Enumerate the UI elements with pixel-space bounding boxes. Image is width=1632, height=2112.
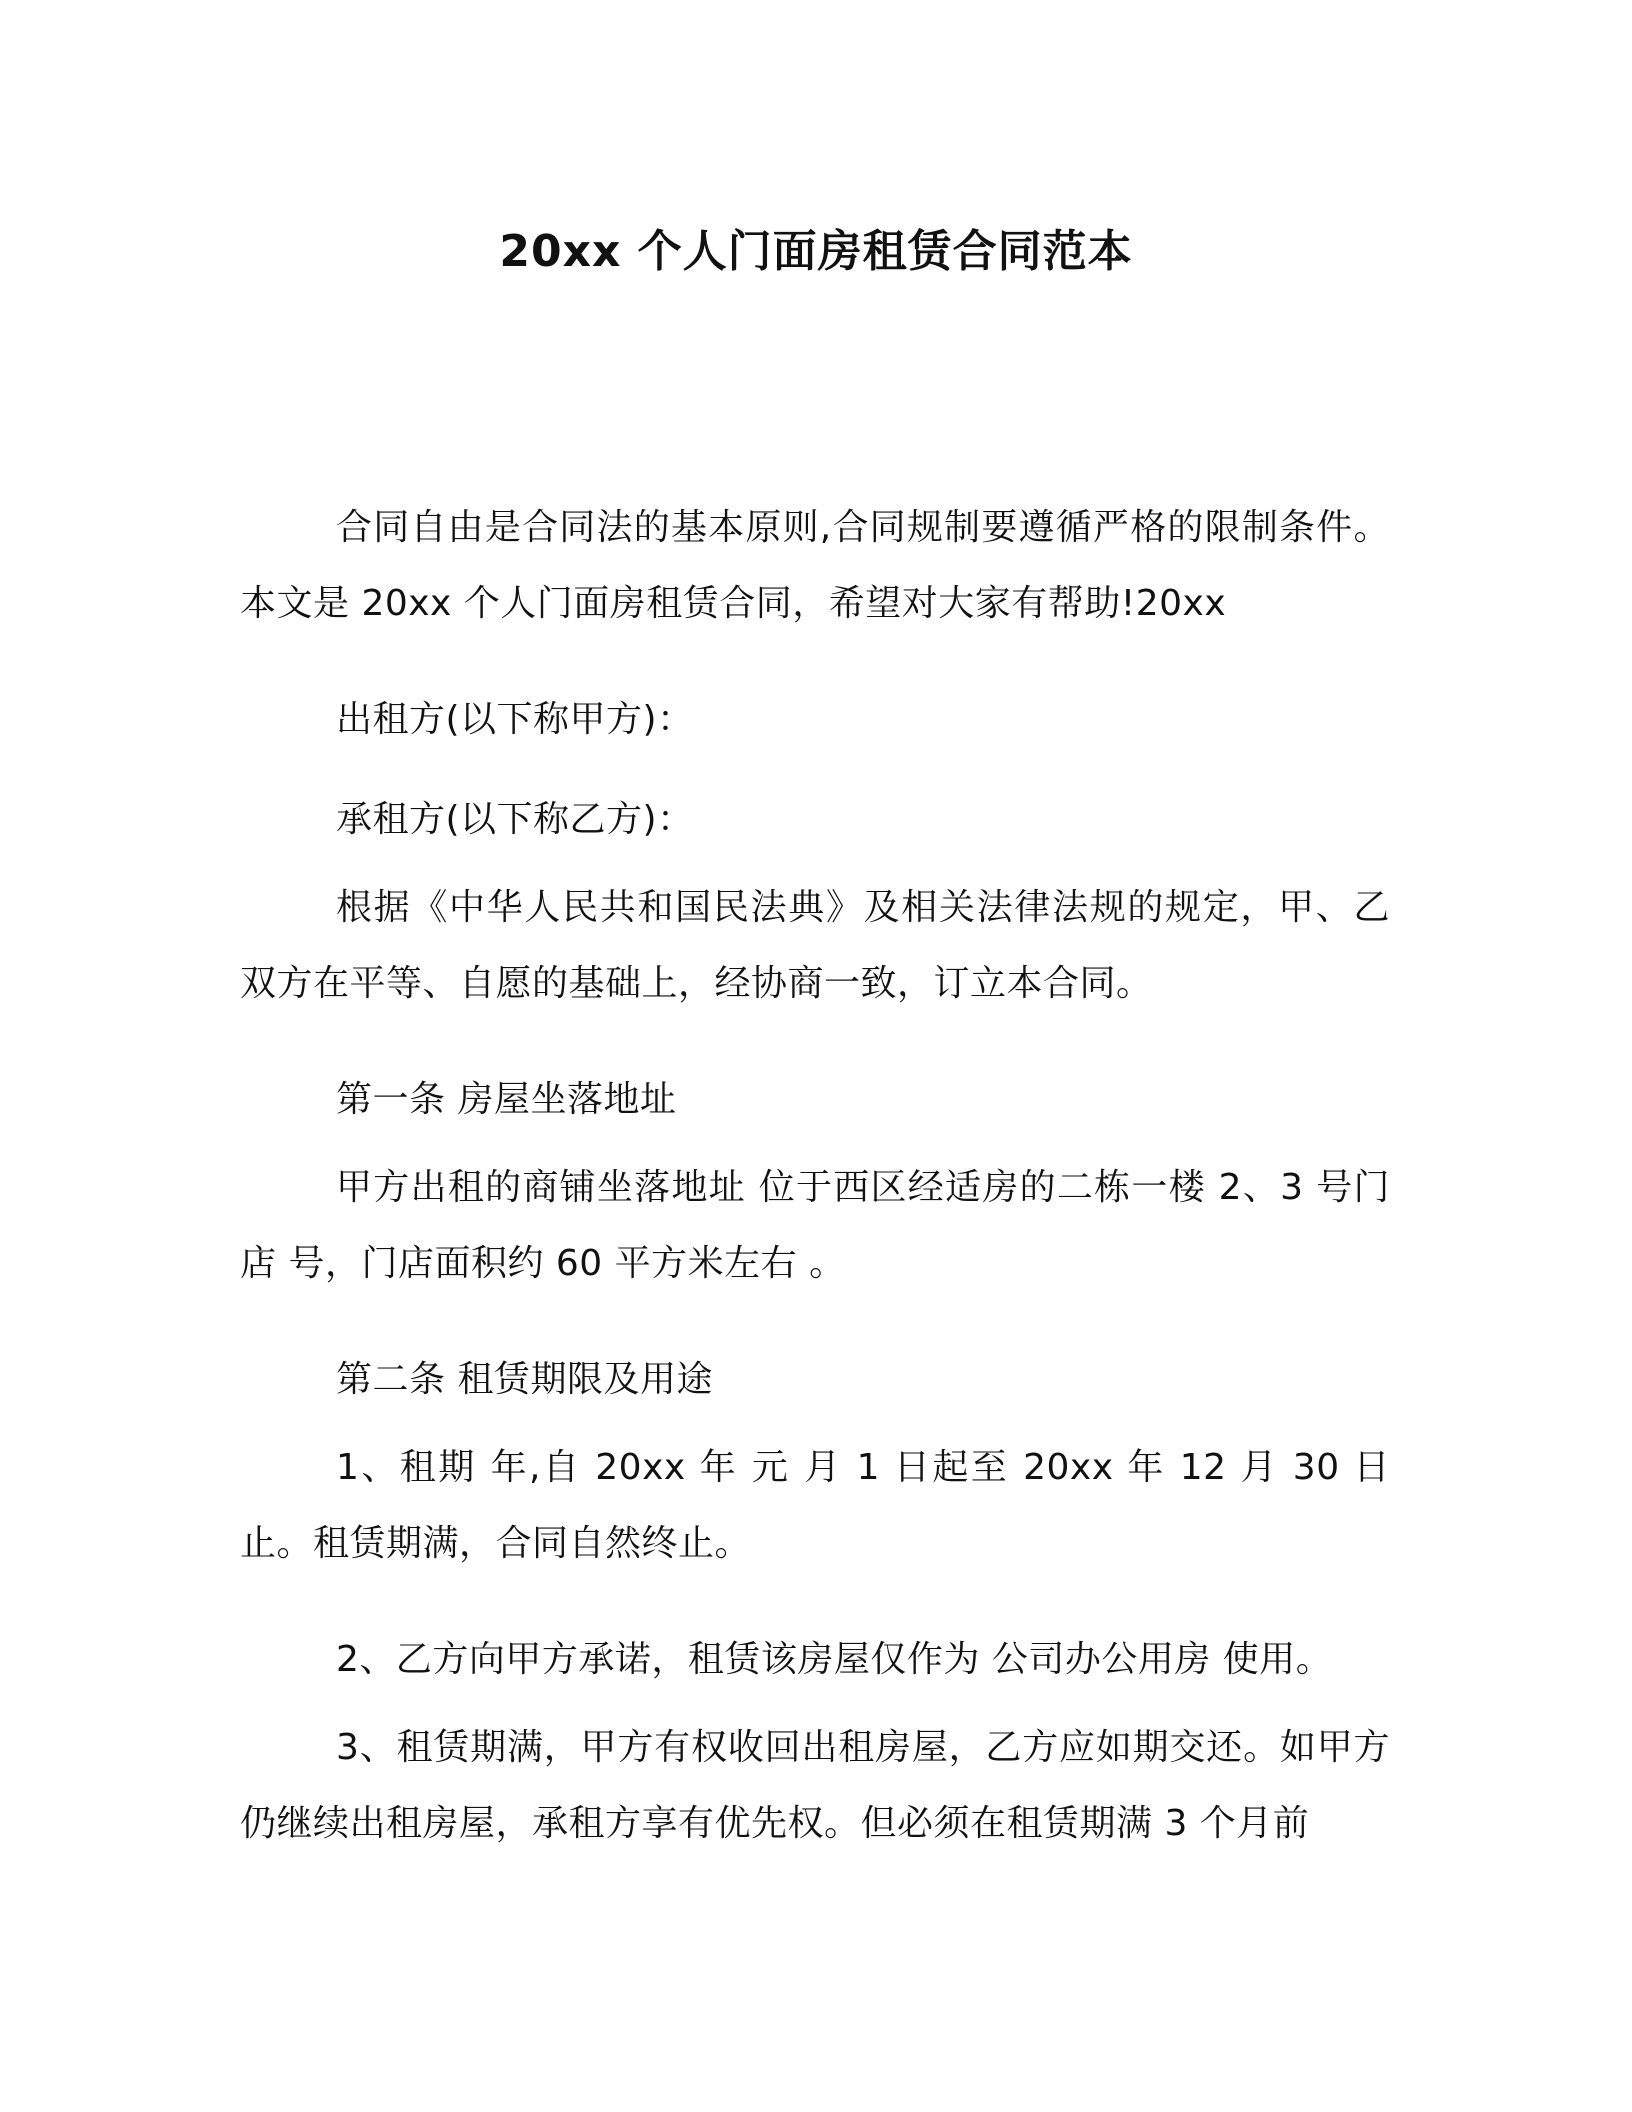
paragraph-address: 甲方出租的商铺坐落地址 位于西区经适房的二栋一楼 2、3 号门店 号，门店面积约 60 平方米左右 。 xyxy=(240,1167,1390,1284)
paragraph-intro: 合同自由是合同法的基本原则,合同规制要遵循严格的限制条件。本文是 20xx 个人门面房租赁合同，希望对大家有帮助!20xx xyxy=(240,507,1390,624)
paragraph-usage: 2、乙方向甲方承诺，租赁该房屋仅作为 公司办公用房 使用。 xyxy=(336,1639,1333,1680)
article-1-heading: 第一条 房屋坐落地址 xyxy=(336,1079,677,1120)
document-body xyxy=(240,490,1390,1890)
paragraph-lessee: 承租方(以下称乙方)： xyxy=(336,799,694,840)
document-title: 20xx 个人门面房租赁合同范本 xyxy=(499,226,1133,277)
paragraph-expiry: 3、租赁期满，甲方有权收回出租房屋，乙方应如期交还。如甲方仍继续出租房屋，承租方享有优先权。但必须在租赁期满 3 个月前 xyxy=(240,1727,1390,1844)
paragraph-lessor: 出租方(以下称甲方)： xyxy=(336,699,694,740)
article-2-heading: 第二条 租赁期限及用途 xyxy=(336,1359,713,1400)
paragraph-term: 1、租期 年,自 20xx 年 元 月 1 日起至 20xx 年 12 月 30 日止。租赁期满，合同自然终止。 xyxy=(240,1447,1390,1564)
paragraph-legal-basis: 根据《中华人民共和国民法典》及相关法律法规的规定，甲、乙双方在平等、自愿的基础上，经协商一致，订立本合同。 xyxy=(240,887,1390,1004)
